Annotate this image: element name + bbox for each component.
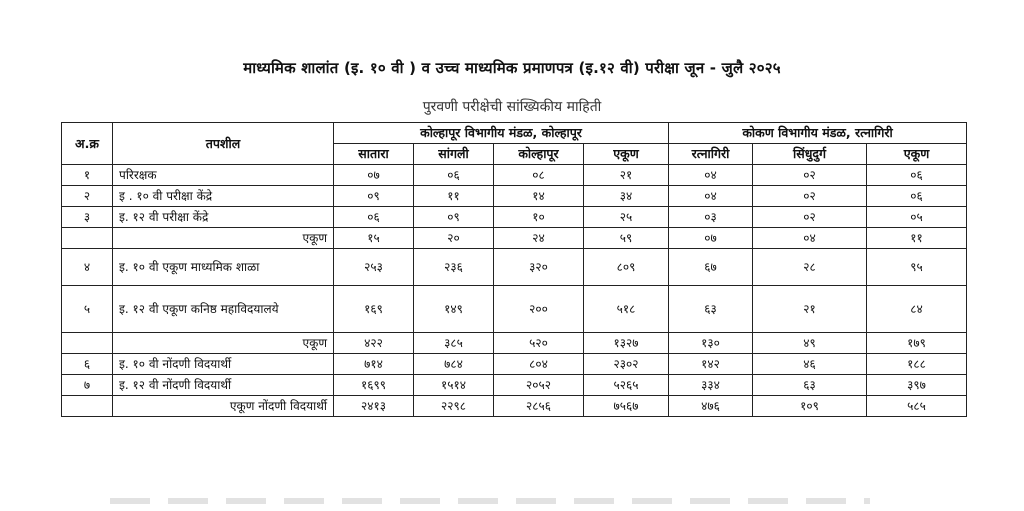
- row-label: इ. १० वी एकूण माध्यमिक शाळा: [113, 249, 334, 286]
- table-cell: ८०४: [494, 354, 584, 375]
- table-cell: ५९: [584, 228, 669, 249]
- table-cell: ५८५: [867, 396, 967, 417]
- cropped-text-line: [110, 498, 870, 504]
- table-cell: १३०: [669, 333, 753, 354]
- table-cell: ३९७: [867, 375, 967, 396]
- table-cell: १०९: [753, 396, 867, 417]
- table-cell: ३३४: [669, 375, 753, 396]
- header-group-kolhapur: कोल्हापूर विभागीय मंडळ, कोल्हापूर: [334, 123, 669, 144]
- row-number: ४: [62, 249, 113, 286]
- table-cell: २८: [753, 249, 867, 286]
- table-cell: ०७: [334, 165, 414, 186]
- table-cell: ०९: [414, 207, 494, 228]
- row-label: इ . १० वी परीक्षा केंद्रे: [113, 186, 334, 207]
- table-cell: ५२६५: [584, 375, 669, 396]
- table-cell: १०: [494, 207, 584, 228]
- row-number: [62, 333, 113, 354]
- table-cell: ०७: [669, 228, 753, 249]
- table-cell: १५१४: [414, 375, 494, 396]
- table-cell: १६९९: [334, 375, 414, 396]
- col-header-kolhapur: कोल्हापूर: [494, 144, 584, 165]
- table-cell: ०९: [334, 186, 414, 207]
- table-cell: ८०९: [584, 249, 669, 286]
- table-cell: ०५: [867, 207, 967, 228]
- header-group-konkan: कोकण विभागीय मंडळ, रत्नागिरी: [669, 123, 967, 144]
- col-header-satara: सातारा: [334, 144, 414, 165]
- row-label: इ. १२ वी एकूण कनिष्ठ महाविदयालये: [113, 286, 334, 333]
- table-cell: ६३: [753, 375, 867, 396]
- table-cell: ०६: [867, 165, 967, 186]
- table-cell: ३८५: [414, 333, 494, 354]
- table-cell: ४७६: [669, 396, 753, 417]
- row-label: इ. १२ वी नोंदणी विदयार्थी: [113, 375, 334, 396]
- table-cell: ११: [867, 228, 967, 249]
- table-cell: २०५२: [494, 375, 584, 396]
- table-cell: २४: [494, 228, 584, 249]
- col-header-ratnagiri: रत्नागिरी: [669, 144, 753, 165]
- table-cell: १५: [334, 228, 414, 249]
- table-cell: ०६: [414, 165, 494, 186]
- table-cell: ११: [414, 186, 494, 207]
- table-cell: ०३: [669, 207, 753, 228]
- statistics-table: [61, 122, 967, 417]
- table-body: [62, 165, 967, 417]
- table-row: [62, 207, 967, 228]
- table-cell: ९५: [867, 249, 967, 286]
- row-number: ६: [62, 354, 113, 375]
- table-cell: १७९: [867, 333, 967, 354]
- table-cell: ०२: [753, 165, 867, 186]
- row-number: ५: [62, 286, 113, 333]
- table-cell: ३२०: [494, 249, 584, 286]
- table-cell: ८४: [867, 286, 967, 333]
- row-number: [62, 396, 113, 417]
- row-label: इ. १० वी नोंदणी विदयार्थी: [113, 354, 334, 375]
- document-title: माध्यमिक शालांत (इ. १० वी ) व उच्च माध्यमिक प्रमाणपत्र (इ.१२ वी) परीक्षा जून - जुलै २०२५: [243, 59, 781, 77]
- table-cell: ०८: [494, 165, 584, 186]
- table-cell: २१: [584, 165, 669, 186]
- table-cell: २००: [494, 286, 584, 333]
- table-cell: ०४: [753, 228, 867, 249]
- table-cell: १४: [494, 186, 584, 207]
- table-cell: ५१८: [584, 286, 669, 333]
- col-header-total-kolhapur: एकूण: [584, 144, 669, 165]
- table-cell: १४९: [414, 286, 494, 333]
- row-total-label: एकूण नोंदणी विदयार्थी: [113, 396, 334, 417]
- table-cell: ६७: [669, 249, 753, 286]
- table-row: [62, 354, 967, 375]
- table-cell: ०२: [753, 186, 867, 207]
- table-cell: ०२: [753, 207, 867, 228]
- table-cell: १६९: [334, 286, 414, 333]
- table-row: [62, 228, 967, 249]
- table-cell: ०४: [669, 186, 753, 207]
- row-number: [62, 228, 113, 249]
- table-cell: ६३: [669, 286, 753, 333]
- table-cell: ०४: [669, 165, 753, 186]
- table-cell: ४२२: [334, 333, 414, 354]
- table-cell: ०६: [867, 186, 967, 207]
- table-row: [62, 286, 967, 333]
- table-cell: २४१३: [334, 396, 414, 417]
- table-row: [62, 375, 967, 396]
- table-cell: १३२७: [584, 333, 669, 354]
- table-cell: २८५६: [494, 396, 584, 417]
- table-cell: १८८: [867, 354, 967, 375]
- table-cell: ३४: [584, 186, 669, 207]
- row-total-label: एकूण: [113, 333, 334, 354]
- table-row: [62, 333, 967, 354]
- row-number: २: [62, 186, 113, 207]
- row-label: परिरक्षक: [113, 165, 334, 186]
- table-cell: २३०२: [584, 354, 669, 375]
- table-cell: २३६: [414, 249, 494, 286]
- table-row: [62, 249, 967, 286]
- document-subtitle: पुरवणी परीक्षेची सांख्यिकीय माहिती: [422, 99, 602, 115]
- table-cell: ०६: [334, 207, 414, 228]
- table-cell: २५: [584, 207, 669, 228]
- table-cell: ४९: [753, 333, 867, 354]
- table-cell: २१: [753, 286, 867, 333]
- table-cell: १४२: [669, 354, 753, 375]
- table-cell: २०: [414, 228, 494, 249]
- header-sr: अ.क्र: [62, 123, 113, 165]
- table-row: [62, 186, 967, 207]
- table-cell: ५२०: [494, 333, 584, 354]
- header-row-groups: [62, 123, 967, 144]
- table-row: [62, 396, 967, 417]
- table-cell: ७८४: [414, 354, 494, 375]
- table-cell: २५३: [334, 249, 414, 286]
- row-number: ३: [62, 207, 113, 228]
- col-header-sangli: सांगली: [414, 144, 494, 165]
- header-detail: तपशील: [113, 123, 334, 165]
- row-number: ७: [62, 375, 113, 396]
- row-label: इ. १२ वी परीक्षा केंद्रे: [113, 207, 334, 228]
- table-cell: ७१४: [334, 354, 414, 375]
- table-row: [62, 165, 967, 186]
- table-cell: २२९८: [414, 396, 494, 417]
- col-header-sindhudurg: सिंधुदुर्ग: [753, 144, 867, 165]
- table-cell: ७५६७: [584, 396, 669, 417]
- col-header-total-konkan: एकूण: [867, 144, 967, 165]
- table-cell: ४६: [753, 354, 867, 375]
- row-total-label: एकूण: [113, 228, 334, 249]
- row-number: १: [62, 165, 113, 186]
